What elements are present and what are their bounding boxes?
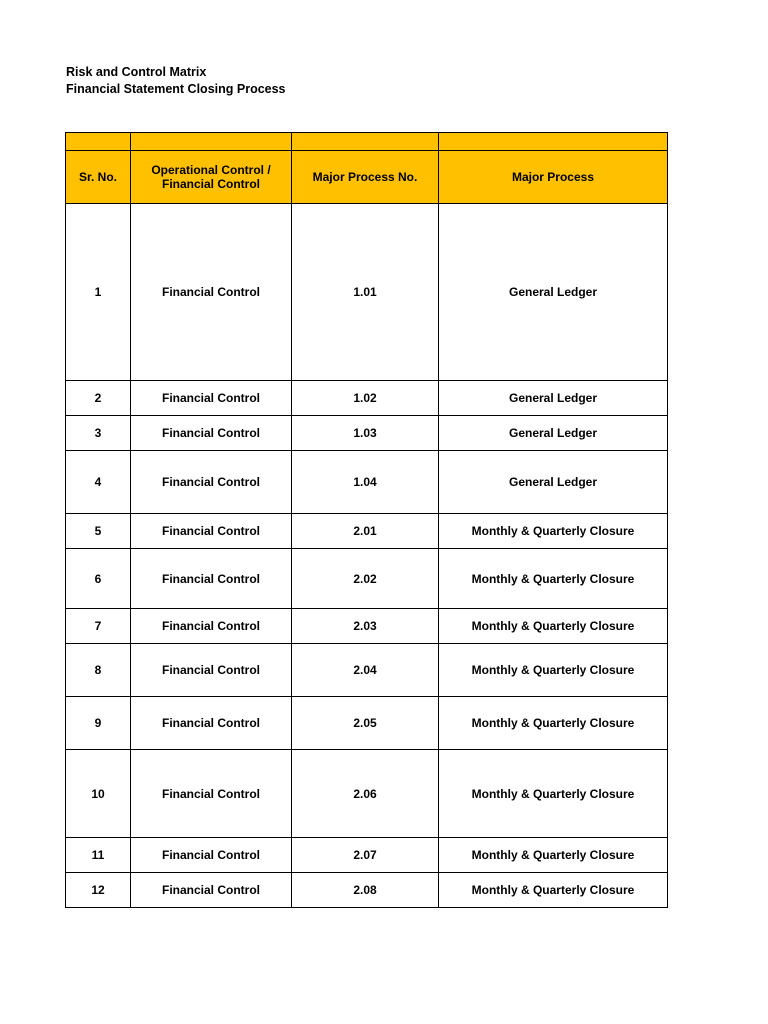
- major-process-cell: Monthly & Quarterly Closure: [439, 873, 668, 908]
- control-type-cell: Financial Control: [131, 697, 292, 750]
- major-process-no-cell: 2.04: [292, 644, 439, 697]
- control-type-cell: Financial Control: [131, 873, 292, 908]
- table-row: [66, 514, 668, 549]
- major-process-cell: Monthly & Quarterly Closure: [439, 697, 668, 750]
- major-process-cell: General Ledger: [439, 451, 668, 514]
- sr-no-cell: 12: [66, 873, 131, 908]
- major-process-cell: Monthly & Quarterly Closure: [439, 838, 668, 873]
- major-process-cell: Monthly & Quarterly Closure: [439, 514, 668, 549]
- sr-no-cell: 5: [66, 514, 131, 549]
- table-row: [66, 644, 668, 697]
- sr-no-cell: 10: [66, 750, 131, 838]
- table-row: [66, 873, 668, 908]
- major-process-no-cell: 1.02: [292, 381, 439, 416]
- table-row: [66, 750, 668, 838]
- sr-no-cell: 9: [66, 697, 131, 750]
- sr-no-cell: 8: [66, 644, 131, 697]
- control-type-cell: Financial Control: [131, 416, 292, 451]
- sr-no-cell: 7: [66, 609, 131, 644]
- sr-no-cell: 4: [66, 451, 131, 514]
- spacer-cell: [439, 133, 668, 151]
- table-row: [66, 381, 668, 416]
- risk-control-matrix-table: [65, 132, 668, 908]
- sr-no-cell: 1: [66, 204, 131, 381]
- table-row: [66, 451, 668, 514]
- control-type-cell: Financial Control: [131, 549, 292, 609]
- control-type-cell: Financial Control: [131, 750, 292, 838]
- control-type-cell: Financial Control: [131, 204, 292, 381]
- header-row: [66, 151, 668, 204]
- sr-no-cell: 2: [66, 381, 131, 416]
- major-process-cell: Monthly & Quarterly Closure: [439, 750, 668, 838]
- table-row: [66, 609, 668, 644]
- major-process-cell: General Ledger: [439, 416, 668, 451]
- spacer-cell: [66, 133, 131, 151]
- spacer-cell: [292, 133, 439, 151]
- table-row: [66, 204, 668, 381]
- spacer-cell: [131, 133, 292, 151]
- table-row: [66, 697, 668, 750]
- table-row: [66, 838, 668, 873]
- control-type-cell: Financial Control: [131, 381, 292, 416]
- table-row: [66, 549, 668, 609]
- control-type-cell: Financial Control: [131, 451, 292, 514]
- major-process-no-cell: 2.05: [292, 697, 439, 750]
- control-type-cell: Financial Control: [131, 514, 292, 549]
- major-process-cell: Monthly & Quarterly Closure: [439, 549, 668, 609]
- sr-no-cell: 6: [66, 549, 131, 609]
- major-process-cell: General Ledger: [439, 381, 668, 416]
- major-process-no-cell: 2.07: [292, 838, 439, 873]
- header-spacer-row: [66, 133, 668, 151]
- major-process-no-cell: 1.03: [292, 416, 439, 451]
- major-process-no-cell: 1.04: [292, 451, 439, 514]
- column-header-major-process: Major Process: [439, 151, 668, 204]
- column-header-major-process-no: Major Process No.: [292, 151, 439, 204]
- control-type-cell: Financial Control: [131, 644, 292, 697]
- major-process-no-cell: 2.06: [292, 750, 439, 838]
- column-header-control-type: Operational Control / Financial Control: [131, 151, 292, 204]
- major-process-cell: General Ledger: [439, 204, 668, 381]
- control-type-cell: Financial Control: [131, 838, 292, 873]
- major-process-cell: Monthly & Quarterly Closure: [439, 644, 668, 697]
- title-line-2: Financial Statement Closing Process: [66, 82, 286, 96]
- major-process-no-cell: 1.01: [292, 204, 439, 381]
- major-process-no-cell: 2.03: [292, 609, 439, 644]
- title-line-1: Risk and Control Matrix: [66, 65, 207, 79]
- major-process-no-cell: 2.08: [292, 873, 439, 908]
- major-process-no-cell: 2.02: [292, 549, 439, 609]
- sr-no-cell: 3: [66, 416, 131, 451]
- document-title: [66, 64, 286, 98]
- table-row: [66, 416, 668, 451]
- control-type-cell: Financial Control: [131, 609, 292, 644]
- column-header-sr-no: Sr. No.: [66, 151, 131, 204]
- major-process-cell: Monthly & Quarterly Closure: [439, 609, 668, 644]
- sr-no-cell: 11: [66, 838, 131, 873]
- major-process-no-cell: 2.01: [292, 514, 439, 549]
